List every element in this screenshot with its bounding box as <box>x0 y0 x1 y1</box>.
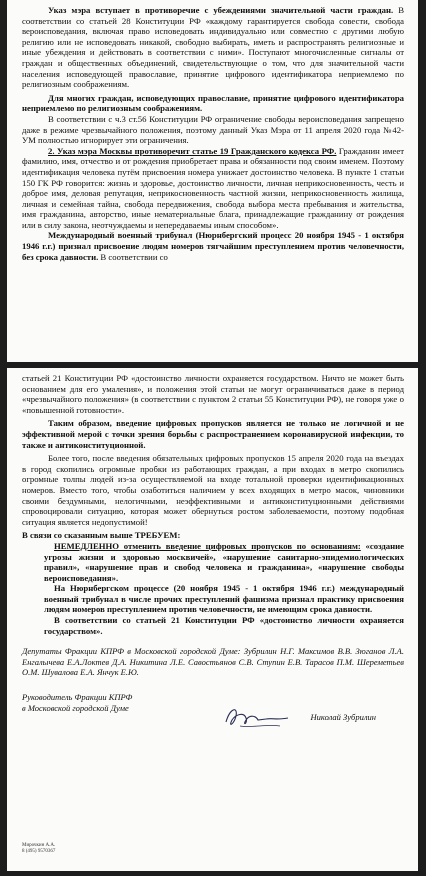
leader-title <box>22 692 132 714</box>
paragraph-orthodox: Для многих граждан, исповедующих православие, принятие цифрового идентификатора неприемлемо по религиозным соображениям. <box>22 92 404 114</box>
civil-code-body: Гражданин имеет фамилию, имя, отчество и от рождения приобретает права и обязанности под своим именем. Поэтому идентификация человека путём присвоения номера унижает достоинство человека. В пункте 1 статьи 150 ГК РФ говорится: жизнь и здоровье, достоинство личности, личная неприкосновенность, честь и доброе имя, деловая репутация, неприкосновенность частной жизни, неприкосновенность жилища, личная и семейная тайна, свобода передвижения, свобода выбора места пребывания и жительства, имя гражданина, авторство, иные нематериальные блага, принадлежащие гражданину от рождения или в силу закона, неотчуждаемы и непередаваемы иным способом». <box>22 145 405 230</box>
paragraph-religion-body: В соответствии со статьей 28 Конституции РФ «каждому гарантируется свобода совести, свобода вероисповедания, включая право исповедовать индивидуально или совместно с другими любую религию или не исповедовать никакой, свободно выбирать, иметь и распространять религиозные и иные убеждения и действовать в соответствии с ними». Поступают многочисленные сигналы от граждан и общественных объединений, свидетельствующие о том, что для значительной части населения исповедующей православие, принятие цифрового идентификатора неприемлемо по религиозным соображениям. <box>22 5 404 90</box>
paragraph-tribunal <box>22 230 404 262</box>
paragraph-traffic: Более того, после введения обязательных цифровых пропусков 15 апреля 2020 года на въездах в город скопились огромные пробки из работающих граждан, а при входах в метро скопились огромные толпы людей из-за осуществляемой на входе тотальной проверки идентификационных номеров. Вместо того, чтобы озаботиться наличием у всех входящих в метро масок, чиновники своими бездумными, нелогичными, неэффективными и антиконституционными действиями спровоцировали ситуацию, которая может обернуться ростом заболеваемости, поэтому подобная ситуация является недопустимой! <box>22 453 404 527</box>
deputies-list: Депутаты Фракции КПРФ в Московской городской Думе: Зубрилин Н.Г. Максимов В.В. Зюганов Л.А. Енгалычева Е.А.Локтев Д.А. Никитина Л.Е. Савостьянов С.В. Ступин Е.В. Тарасов П.М. Шереметьев О.М. Шувалова Е.А. Янчук Е.Ю. <box>22 646 404 678</box>
demand-cancel-body: «создание угрозы жизни и здоровью москвичей», «нарушение санитарно-эпидемиологических правил», «нарушение прав и свобод человека и гражданина», «нарушение свободы вероисповедания». <box>44 540 405 583</box>
demand-list <box>22 541 404 636</box>
document-page-1 <box>7 0 418 362</box>
handwritten-signature <box>222 702 294 732</box>
leader-title-line-1: Руководитель Фракции КПРФ <box>22 692 133 703</box>
paragraph-religion-lead: Указ мэра вступает в противоречие с убеждениями значительной части граждан. <box>48 5 394 15</box>
civil-code-heading: 2. Указ мэра Москвы противоречит статье 19 Гражданского кодекса РФ. <box>48 145 337 156</box>
executor-phone: 8 (495) 9570367 <box>22 849 56 854</box>
paragraph-conclusion: Таким образом, введение цифровых пропусков является не только не логичной и не эффективной мерой с точки зрения борьбы с распространением коронавирусной инфекции, то также и антиконституционной. <box>22 418 404 450</box>
executor-name: Мирочкин А.А. <box>22 843 56 848</box>
leader-name: Николай Зубрилин <box>310 712 376 723</box>
demand-cancel-lead: НЕМЕДЛЕННО отменить введение цифровых пропусков по основаниям: <box>54 540 361 551</box>
paragraph-article-21: статьей 21 Конституции РФ «достоинство личности охраняется государством. Ничто не может быть основанием для его умаления», и положения этой статьи не могут ограничиваться даже в период «чрезвычайного положения» (в соответствии с пунктом 2 статьи 55 Конституции РФ), не говоря уже о «повышенной готовности». <box>22 373 404 415</box>
tribunal-tail: В соответствии со <box>98 251 168 262</box>
demand-heading: В связи со сказанным выше ТРЕБУЕМ: <box>22 530 181 541</box>
signature-block <box>22 692 404 732</box>
demand-cancel <box>44 541 404 583</box>
demand-nuremberg: На Нюрнбергском процессе (20 ноября 1945 - 1 октября 1946 г.г.) международный военный трибунал в числе прочих преступлений фашизма признал практику присвоения людям номеров преступлением против человечности, не имеющим срока давности. <box>44 583 404 615</box>
executor-footer <box>22 843 55 855</box>
leader-title-line-2: в Московской городской Думе <box>22 703 129 714</box>
document-page-2 <box>7 368 418 871</box>
tribunal-lead: Международный военный трибунал (Нюрнбергский процесс 20 ноября 1945 - 1 октября 1946 г.г.) признал присвоение людям номеров тягчайшим преступлением против человечности, без срока давности. <box>22 230 404 262</box>
paragraph-religion <box>22 5 404 90</box>
demand-article-21: В соответствии со статьей 21 Конституции РФ «достоинство личности охраняется государством». <box>44 615 404 636</box>
paragraph-constitution-56: В соответствии с ч.3 ст.56 Конституции РФ ограничение свободы вероисповедания запрещено даже в режиме чрезвычайного положения, поэтому данный Указ Мэра от 11 апреля 2020 года №42-УМ полностью игнорирует эти ограничения. <box>22 113 404 146</box>
paragraph-civil-code <box>22 146 404 231</box>
